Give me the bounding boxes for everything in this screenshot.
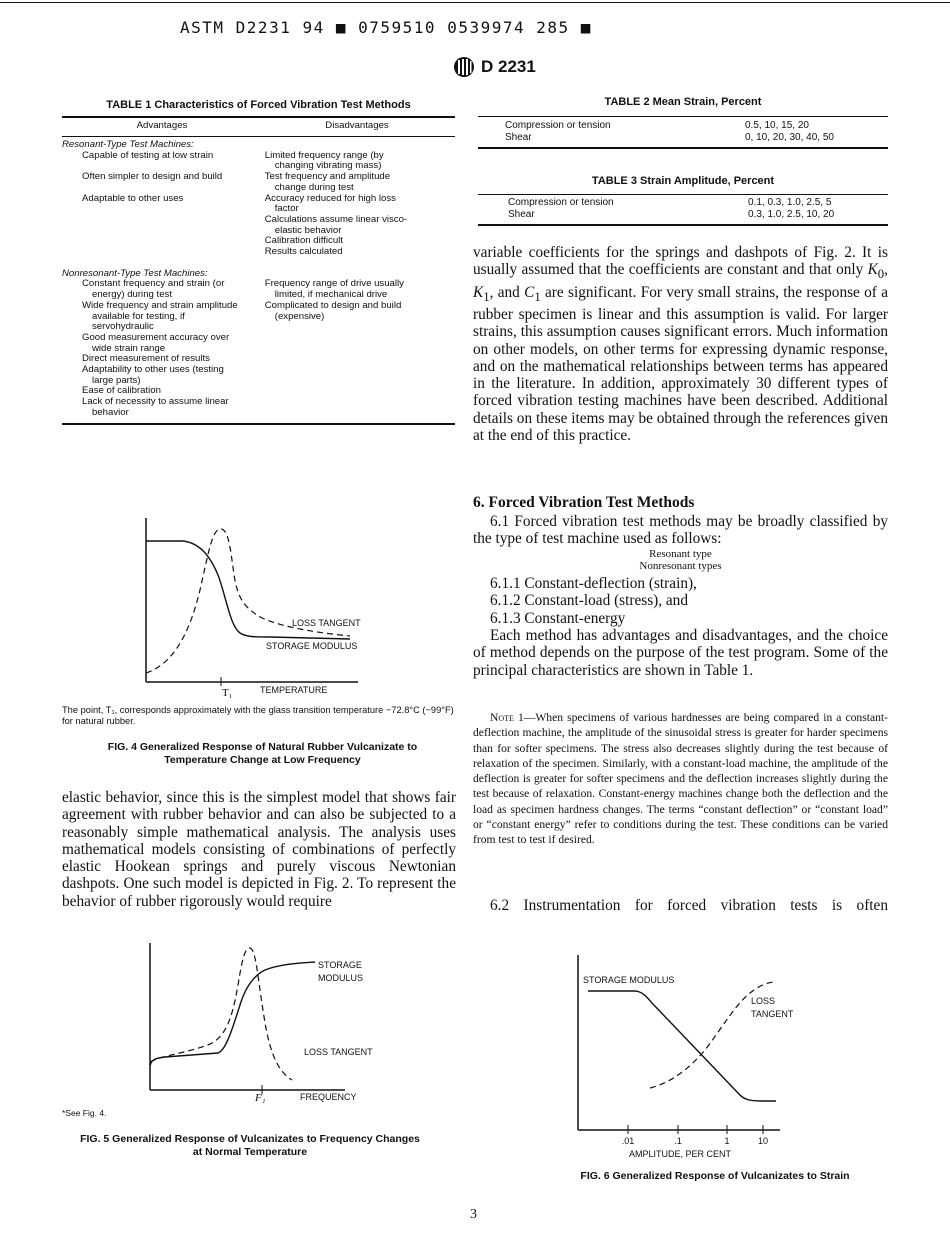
- machine-types: [473, 548, 888, 572]
- advantage-cell: Often simpler to design and build: [82, 171, 223, 183]
- table1-section-resonant: Resonant-Type Test Machines:: [62, 139, 194, 150]
- table1-rule: [62, 116, 455, 118]
- disadvantage-cell: [253, 386, 455, 397]
- table-row: [62, 397, 455, 418]
- disadvantage-cell: Calculations assume linear visco- elastic behavior: [264, 213, 408, 236]
- table3-values: 0.3, 1.0, 2.5, 10, 20: [748, 209, 835, 220]
- astm-logo-icon: [453, 56, 475, 78]
- table2-mode: Shear: [505, 132, 532, 143]
- x-axis-label: AMPLITUDE, PER CENT: [628, 1149, 732, 1159]
- x-axis-label: FREQUENCY: [300, 1092, 357, 1102]
- tick-label: 10: [757, 1136, 769, 1146]
- advantage-cell: Adaptable to other uses: [82, 192, 184, 204]
- storage-label-2: MODULUS: [318, 973, 364, 983]
- advantage-cell: Adaptability to other uses (testing large parts): [82, 364, 224, 386]
- list-item: 6.1.1 Constant-deflection (strain),: [490, 575, 697, 592]
- table1-header-advantages: Advantages: [136, 120, 188, 131]
- table-row: [62, 172, 455, 193]
- paragraph-each-method: Each method has advantages and disadvantages, and the choice of method depends on the purpose of the test program. Some of the principal characteristics are shown in Table 1.: [473, 627, 888, 679]
- paragraph-elastic-behavior: elastic behavior, since this is the simplest model that shows fair agreement with rubber behavior and can also be subjected to a reasonably simple mathematical analysis. The analysis uses mathematical models consisting of combinations of perfectly elastic Hookean springs and purely viscous Newtonian dashpots. One such model is depicted in Fig. 2. To represent the behavior of rubber rigorously would require: [62, 789, 456, 910]
- table3-values: 0.1, 0.3, 1.0, 2.5, 5: [748, 197, 832, 208]
- table1: [62, 121, 455, 425]
- table-row: [478, 197, 888, 209]
- note-text: —When specimens of various hardnesses are being compared in a constant-deflection machine, the amplitude of the sinusoidal stress is greater for harder specimens than for softer specimens. The stress also decreases slightly during the test because of relaxation of the specimen. Similarly, with a constant-load machine, the amplitude of the deflection is greater for softer specimens and the deflection increases slightly during the test because of relaxation. Constant-energy machines change both the deflection and the load as specimen hardness changes. The terms “constant deflection” or “constant load” or “constant energy” refer to conditions during the test. These conditions can be varied from test to test if desired.: [473, 711, 888, 847]
- advantage-cell: Constant frequency and strain (or energy) during test: [82, 278, 225, 301]
- table-row: [62, 151, 455, 172]
- advantage-cell: Good measurement accuracy over wide strain range: [82, 331, 230, 354]
- figure-5-footnote: *See Fig. 4.: [62, 1108, 107, 1118]
- document-header: [453, 56, 536, 78]
- table-row: [62, 236, 455, 247]
- note-label: Note 1: [490, 711, 524, 724]
- table2-values: 0.5, 10, 15, 20: [745, 120, 809, 131]
- figure-6: [560, 945, 800, 1165]
- table-row: [62, 365, 455, 386]
- disadvantage-cell: Limited frequency range (by changing vibrating mass): [264, 149, 384, 172]
- f1-label: F₁: [255, 1092, 266, 1104]
- paragraph-models: variable coefficients for the springs and dashpots of Fig. 2. It is usually assumed that the coefficients are constant and that only $K_0$, $K_1$, and $C_1$ are significant. For very small strains, the response of a rubber specimen is linear and this assumption is valid. For larger strains, this assumption causes significant errors. Much information on other models, on other terms for expressing dynamic response, and on the mathematical relationships between terms has appeared in the literature. In addition, approximately 30 different types of forced vibration testing machines have been described. Additional details on these items may be obtained through the references given at the end of this practice.: [473, 244, 888, 445]
- advantage-cell: Direct measurement of results: [82, 353, 210, 365]
- advantage-cell: Capable of testing at low strain: [82, 149, 214, 161]
- t1-label: T₁: [222, 687, 233, 699]
- figure-5: [62, 935, 462, 1105]
- storage-modulus-curve: [588, 991, 776, 1101]
- figure-4: [62, 505, 462, 700]
- tick-label: .01: [621, 1136, 635, 1146]
- disadvantage-cell: Results calculated: [264, 246, 343, 258]
- table3-mode: Shear: [508, 209, 535, 220]
- disadvantage-cell: Frequency range of drive usually limited, if mechanical drive: [264, 278, 404, 301]
- disadvantage-cell: Accuracy reduced for high loss factor: [264, 192, 396, 215]
- scan-code: ASTM D2231 94 ■ 0759510 0539974 285 ■: [180, 18, 592, 37]
- paragraph-6-2: 6.2 Instrumentation for forced vibration tests is often: [490, 897, 888, 914]
- loss-tangent-label: LOSS TANGENT: [292, 618, 361, 628]
- table3: [478, 194, 888, 226]
- disadvantage-cell: Complicated to design and build (expensive): [264, 299, 402, 322]
- page-number: 3: [470, 1207, 477, 1222]
- loss-label-2: TANGENT: [751, 1009, 794, 1019]
- disadvantage-cell: Test frequency and amplitude change during test: [264, 171, 391, 193]
- advantage-cell: Ease of calibration: [82, 385, 161, 397]
- loss-label-1: LOSS: [751, 996, 776, 1006]
- table1-title: TABLE 1 Characteristics of Forced Vibration Test Methods: [106, 99, 411, 111]
- storage-label-1: STORAGE: [318, 960, 362, 970]
- table-row: [478, 120, 888, 132]
- disadvantage-cell: [253, 365, 455, 386]
- tick-label: .1: [674, 1136, 682, 1146]
- method-list: [490, 575, 888, 627]
- storage-modulus-label: STORAGE MODULUS: [583, 975, 675, 985]
- type-nonresonant: Nonresonant types: [639, 560, 722, 572]
- disadvantage-cell: [253, 354, 455, 365]
- section-heading: 6. Forced Vibration Test Methods: [473, 494, 695, 511]
- advantage-cell: Lack of necessity to assume linear behavior: [82, 396, 229, 418]
- table3-mode: Compression or tension: [508, 197, 614, 208]
- table2-values: 0, 10, 20, 30, 40, 50: [745, 132, 834, 143]
- type-resonant: Resonant type: [649, 548, 712, 560]
- table-row: [62, 194, 455, 215]
- table-row: [62, 247, 455, 258]
- table-row: [62, 301, 455, 333]
- table2-title: TABLE 2 Mean Strain, Percent: [604, 96, 762, 108]
- table-row: [478, 132, 888, 144]
- disadvantage-cell: Calibration difficult: [264, 235, 343, 247]
- disadvantage-cell: [253, 397, 455, 418]
- table-row: [62, 333, 455, 354]
- list-item: 6.1.3 Constant-energy: [490, 609, 626, 627]
- list-item: 6.1.2 Constant-load (stress), and: [490, 592, 688, 610]
- storage-modulus-curve: [150, 962, 315, 1066]
- loss-tangent-label: LOSS TANGENT: [304, 1047, 373, 1057]
- disadvantage-cell: [253, 333, 455, 354]
- table-row: [62, 279, 455, 300]
- figure-5-caption: FIG. 5 Generalized Response of Vulcanizates to Frequency Changes at Normal Temperature: [80, 1133, 420, 1158]
- top-border: [0, 2, 950, 3]
- advantage-cell: Wide frequency and strain amplitude available for testing, if servohydraulic: [82, 299, 238, 333]
- table3-title: TABLE 3 Strain Amplitude, Percent: [591, 175, 775, 187]
- table1-header-disadvantages: Disadvantages: [325, 120, 389, 131]
- figure-4-caption: FIG. 4 Generalized Response of Natural Rubber Vulcanizate to Temperature Change at Low Frequency: [107, 741, 418, 766]
- table2-mode: Compression or tension: [505, 120, 611, 131]
- storage-modulus-label: STORAGE MODULUS: [266, 641, 358, 651]
- tick-label: 1: [724, 1136, 730, 1146]
- designation: D 2231: [481, 57, 536, 76]
- table2: [478, 116, 888, 149]
- figure-4-note: The point, T₁, corresponds approximately with the glass transition temperature −72.8°C (−99°F) for natural rubber.: [62, 705, 454, 726]
- figure-6-caption: FIG. 6 Generalized Response of Vulcanizates to Strain: [580, 1170, 850, 1182]
- loss-tangent-curve: [146, 529, 350, 673]
- paragraph-6-1: 6.1 Forced vibration test methods may be broadly classified by the type of test machine used as follows:: [473, 513, 888, 548]
- table-row: [62, 215, 455, 236]
- table-row: [478, 209, 888, 221]
- table1-section-nonresonant: Nonresonant-Type Test Machines:: [62, 267, 208, 279]
- note-1: [473, 710, 888, 848]
- x-axis-label: TEMPERATURE: [260, 685, 328, 695]
